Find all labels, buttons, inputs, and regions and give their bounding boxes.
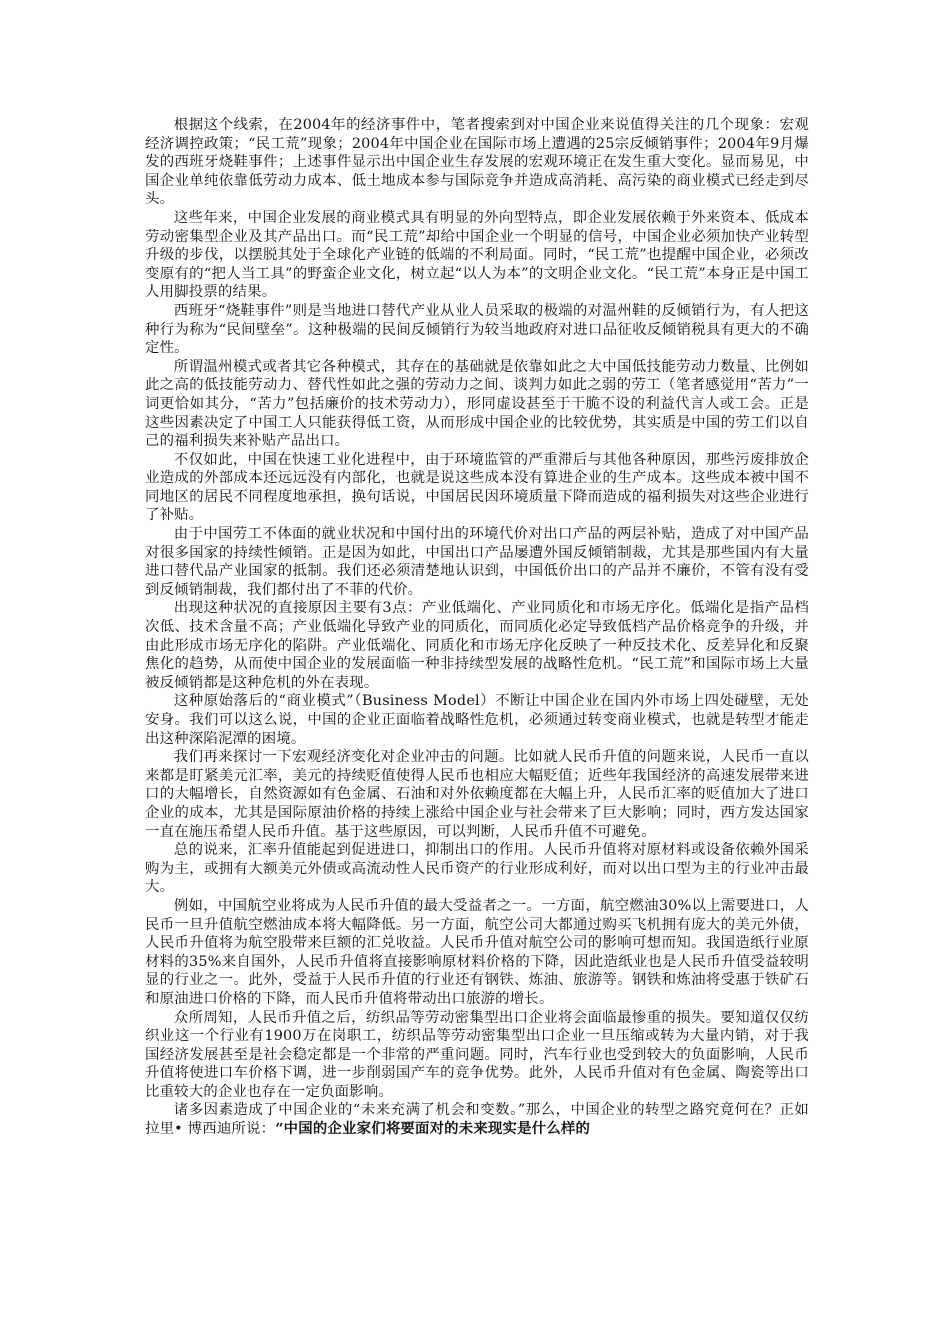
paragraph-5: 不仅如此，中国在快速工业化进程中，由于环境监管的严重滞后与其他各种原因，那些污废排放企业造成的外部成本还远远没有内部化，也就是说这些成本没有算进企业的生产成本。这些成本被中国不同地区的居民不同程度地承担，换句话说，中国居民因环境质量下降而造成的福利损失对这些企业进行了补贴。 [145, 451, 809, 524]
paragraph-4: 所谓温州模式或者其它各种模式，其存在的基础就是依靠如此之大中国低技能劳动力数量、比例如此之高的低技能劳动力、替代性如此之强的劳动力之间、谈判力如此之弱的劳工（笔者感觉用“苦力”一词更恰如其分，“苦力”包括廉价的技术劳动力），形同虚设甚至于干脆不设的利益代言人或工会。正是这些因素决定了中国工人只能获得低工资，从而形成中国企业的比较优势，其实质是中国的劳工们以自己的福利损失来补贴产品出口。 [145, 358, 809, 450]
paragraph-6: 由于中国劳工不体面的就业状况和中国付出的环境代价对出口产品的两层补贴，造成了对中国产品对很多国家的持续性倾销。正是因为如此，中国出口产品屡遭外国反倾销制裁，尤其是那些国内有大量进口替代品产业国家的抵制。我们还必须清楚地认识到，中国低价出口的产品并不廉价，不管有没有受到反倾销制裁，我们都付出了不菲的代价。 [145, 526, 809, 598]
paragraph-8: 这种原始落后的“商业模式”（Business Model）不断让中国企业在国内外市场上四处碰壁，无处安身。我们可以这么说，中国的企业正面临着战略性危机，必须通过转变商业模式，也就是转型才能走出这种深陷泥潭的困境。 [145, 693, 809, 747]
paragraph-3: 西班牙“烧鞋事件”则是当地进口替代产业从业人员采取的极端的对温州鞋的反倾销行为，有人把这种行为称为“民间壁垒”。这种极端的民间反倾销行为较当地政府对进口品征收反倾销税具有更大的不确定性。 [145, 302, 809, 357]
paragraph-2: 这些年来，中国企业发展的商业模式具有明显的外向型特点，即企业发展依赖于外来资本、低成本劳动密集型企业及其产品出口。而“民工荒”却给中国企业一个明显的信号，中国企业必须加快产业转型升级的步伐，以摆脱其处于全球化产业链的低端的不利局面。同时，“民工荒”也提醒中国企业，必须改变原有的“把人当工具”的野蛮企业文化，树立起“以人为本”的文明企业文化。“民工荒”本身正是中国工人用脚投票的结果。 [145, 209, 809, 301]
paragraph-10: 总的说来，汇率升值能起到促进进口，抑制出口的作用。人民币升值将对原材料或设备依赖外国采购为主，或拥有大额美元外债或高流动性人民币资产的行业形成利好，而对以出口型为主的行业冲击最大。 [145, 842, 809, 896]
paragraph-13-text: 诸多因素造成了中国企业的“未来充满了机会和变数。”那么，中国企业的转型之路究竟何在？正如拉里• 博西迪所说： [145, 1102, 809, 1138]
paragraph-7: 出现这种状况的直接原因主要有3点：产业低端化、产业同质化和市场无序化。低端化是指产品档次低、技术含量不高；产业低端化导致产业的同质化，而同质化必定导致低档产品价格竞争的升级，并由此形成市场无序化的陷阱。产业低端化、同质化和市场无序化反映了一种反技术化、反差异化和反聚焦化的趋势，从而使中国企业的发展面临一种非持续型发展的战略性危机。“民工荒”和国际市场上大量被反倾销都是这种危机的外在表现。 [145, 600, 809, 691]
paragraph-9: 我们再来探讨一下宏观经济变化对企业冲击的问题。比如就人民币升值的问题来说，人民币一直以来都是盯紧美元汇率，美元的持续贬值使得人民币也相应大幅贬值；近些年我国经济的高速发展带来进口的大幅增长，自然资源如有色金属、石油和对外依赖度都在大幅上升，人民币汇率的贬值加大了进口企业的成本，尤其是国际原油价格的持续上涨给中国企业与社会带来了巨大影响；同时，西方发达国家一直在施压希望人民币升值。基于这些原因，可以判断，人民币升值不可避免。 [145, 749, 809, 840]
paragraph-1: 根据这个线索，在2004年的经济事件中，笔者搜索到对中国企业来说值得关注的几个现象：宏观经济调控政策；“民工荒”现象；2004年中国企业在国际市场上遭遇的25宗反倾销事件；2004年9月爆发的西班牙烧鞋事件；上述事件显示出中国企业生存发展的宏观环境正在发生重大变化。显而易见，中国企业单纯依靠低劳动力成本、低土地成本参与国际竞争并造成高消耗、高污染的商业模式已经走到尽头。 [145, 117, 809, 208]
bold-quote: “中国的企业家们将要面对的未来现实是什么样的 [275, 1120, 591, 1138]
paragraph-13 [145, 1101, 809, 1138]
paragraph-11: 例如，中国航空业将成为人民币升值的最大受益者之一。一方面，航空燃油30%以上需要进口，人民币一旦升值航空燃油成本将大幅降低。另一方面，航空公司大都通过购买飞机拥有庞大的美元外债，人民币升值将为航空股带来巨额的汇兑收益。人民币升值对航空公司的影响可想而知。我国造纸行业原材料的35%来自国外，人民币升值将直接影响原材料价格的下降，因此造纸业也是人民币升值受益较明显的行业之一。此外，受益于人民币升值的行业还有钢铁、炼油、旅游等。钢铁和炼油将受惠于铁矿石和原油进口价格的下降，而人民币升值将带动出口旅游的增长。 [145, 897, 809, 1007]
document-body [145, 116, 809, 1139]
paragraph-12: 众所周知，人民币升值之后，纺织品等劳动密集型出口企业将会面临最惨重的损失。要知道仅仅纺织业这一个行业有1900万在岗职工，纺织品等劳动密集型出口企业一旦压缩或转为大量内销，对于我国经济发展甚至是社会稳定都是一个非常的严重问题。同时，汽车行业也受到较大的负面影响，人民币升值将使进口车价格下调，进一步削弱国产车的竞争优势。此外，人民币升值对有色金属、陶瓷等出口比重较大的企业也存在一定负面影响。 [145, 1009, 809, 1100]
